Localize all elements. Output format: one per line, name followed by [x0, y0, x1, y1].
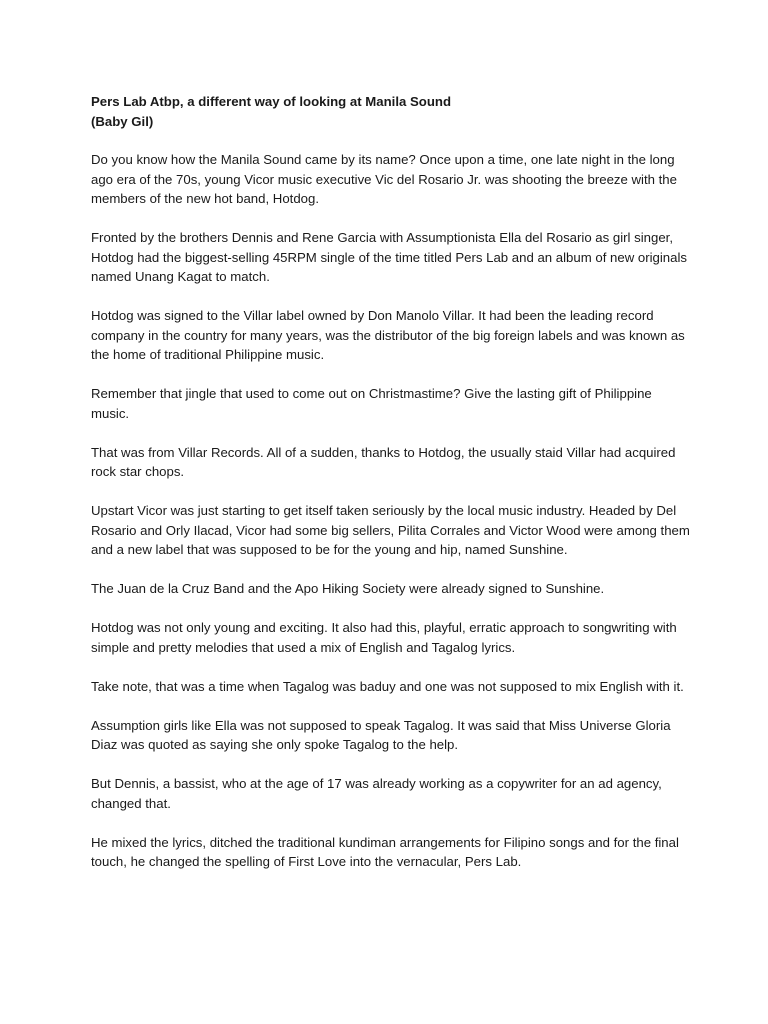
paragraph: Assumption girls like Ella was not supposed to speak Tagalog. It was said that Miss Universe Gloria Diaz was quoted as saying she only spoke Tagalog to the help. — [91, 717, 671, 752]
paragraph: That was from Villar Records. All of a sudden, thanks to Hotdog, the usually staid Villar had acquired rock star chops. — [91, 444, 676, 479]
document-page — [91, 92, 691, 891]
paragraph: But Dennis, a bassist, who at the age of 17 was already working as a copywriter for an ad agency, changed that. — [91, 776, 662, 811]
paragraph: He mixed the lyrics, ditched the traditional kundiman arrangements for Filipino songs and for the final touch, he changed the spelling of First Love into the vernacular, Pers Lab. — [91, 834, 679, 869]
paragraph: Remember that jingle that used to come out on Christmastime? Give the lasting gift of Philippine music. — [91, 386, 652, 421]
paragraph: Do you know how the Manila Sound came by its name? Once upon a time, one late night in the long ago era of the 70s, young Vicor music executive Vic del Rosario Jr. was shooting the breeze with the members of the new hot band, Hotdog. — [91, 152, 677, 206]
paragraph: Hotdog was not only young and exciting. It also had this, playful, erratic approach to songwriting with simple and pretty melodies that used a mix of English and Tagalog lyrics. — [91, 620, 677, 655]
paragraph: Hotdog was signed to the Villar label owned by Don Manolo Villar. It had been the leading record company in the country for many years, was the distributor of the big foreign labels and was known as the home of traditional Philippine music. — [91, 308, 685, 362]
title-line-1: Pers Lab Atbp, a different way of looking at Manila Sound — [91, 94, 452, 109]
title-line-2: (Baby Gil) — [91, 113, 154, 129]
document-title — [91, 92, 691, 131]
paragraph: Take note, that was a time when Tagalog was baduy and one was not supposed to mix English with it. — [91, 678, 684, 694]
paragraph: The Juan de la Cruz Band and the Apo Hiking Society were already signed to Sunshine. — [91, 581, 605, 596]
paragraph: Upstart Vicor was just starting to get itself taken seriously by the local music industry. Headed by Del Rosario and Orly Ilacad, Vicor had some big sellers, Pilita Corrales and Victor Wood were among them and a new label that was supposed to be for the young and hip, named Sunshine. — [91, 503, 690, 557]
paragraph: Fronted by the brothers Dennis and Rene Garcia with Assumptionista Ella del Rosario as girl singer, Hotdog had the biggest-selling 45RPM single of the time titled Pers Lab and an album of new originals named Unang Kagat to match. — [91, 230, 687, 284]
